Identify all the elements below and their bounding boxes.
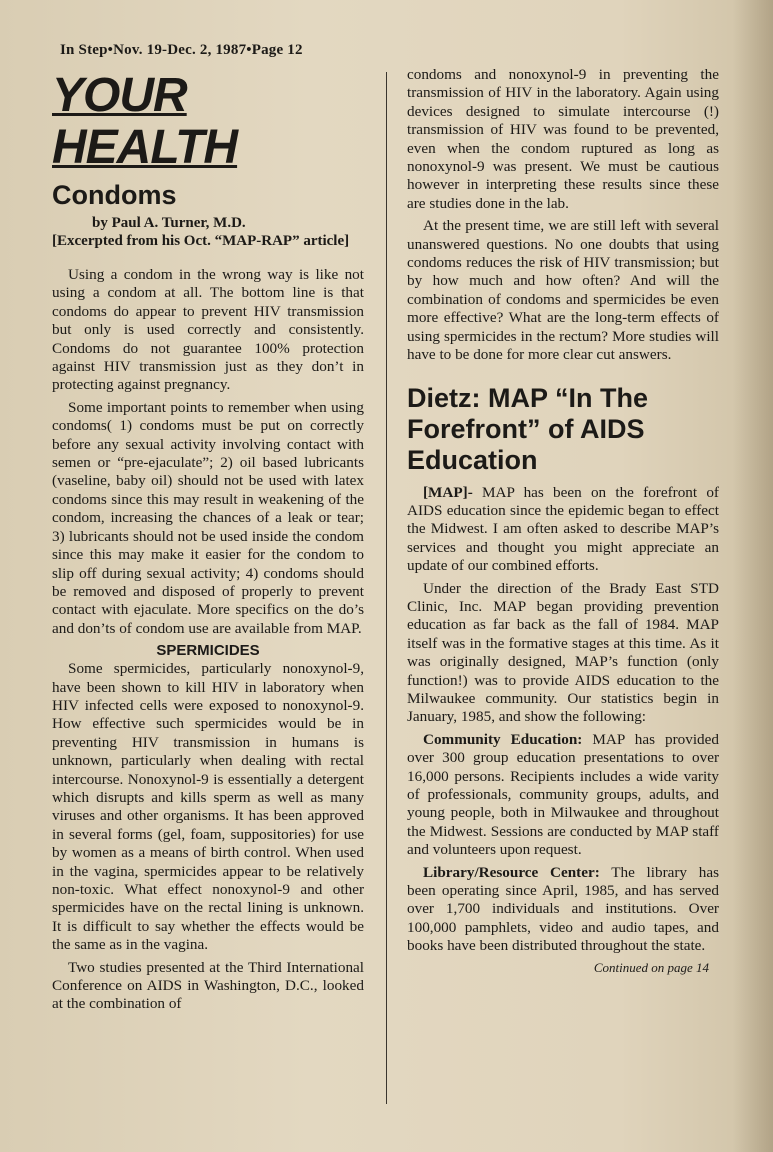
lead-in: [MAP]- xyxy=(423,483,473,501)
paragraph: condoms and nonoxynol-9 in preventing the transmission of HIV in the laboratory. Again using devices designed to simulate intercourse (!) transmission of HIV was found to be prevented, even when the condom ruptured as long as nonoxynol-9 was present. We must be cautious however in interpreting these results since these are studies done in the lab. xyxy=(407,66,719,212)
paragraph xyxy=(407,731,719,860)
excerpt-note: [Excerpted from his Oct. “MAP-RAP” article] xyxy=(52,233,350,249)
paragraph-text: MAP has provided over 300 group education presentations to over 16,000 persons. Recipients includes a wide varity of professionals, community groups, adults, and young people, both in Milwaukee and throughout the Midwest. Sessions are conducted by MAP staff and volunteers upon request. xyxy=(407,730,719,859)
article-title-dietz: Dietz: MAP “In The Forefront” of AIDS Education xyxy=(407,382,649,475)
page-header: In Step•Nov. 19-Dec. 2, 1987•Page 12 xyxy=(60,42,303,58)
paragraph: Two studies presented at the Third International Conference on AIDS in Washington, D.C., looked at the combination of xyxy=(52,958,364,1013)
paragraph: Using a condom in the wrong way is like not using a condom at all. The bottom line is that condoms do appear to prevent HIV transmission but only is used correctly and consistently. Condoms do not guarantee 100% protection against HIV transmission just as they don’t in protecting against pregnancy. xyxy=(52,266,364,394)
article-title-condoms: Condoms xyxy=(52,180,177,210)
column-divider xyxy=(386,72,387,1104)
byline: by Paul A. Turner, M.D. xyxy=(92,215,246,231)
paragraph: Some important points to remember when using condoms( 1) condoms must be put on correctly before any sexual activity involving contact with semen or “pre-ejaculate”; 2) oil based lubricants (vaseline, baby oil) should not be used with latex condoms since this may result in weakening of the condom, increasing the chances of a leak or tear; 3) lubricants should not be used inside the condom since this may make it easier for the condom to slip off during sexual activity; 4) condoms should be removed and disposed of properly to prevent contact with ejaculate. More specifics on the do’s and don’ts of condom use are available from MAP. xyxy=(52,398,364,637)
paragraph-text: The library has been operating since April, 1985, and has served over 1,700 individuals and institutions. Over 100,000 pamphlets, video and audio tapes, and books have been distributed throughout the state. xyxy=(407,863,719,955)
subhead-spermicides: SPERMICIDES xyxy=(156,642,260,660)
left-column xyxy=(52,70,364,1018)
paragraph xyxy=(407,484,719,576)
lead-in: Library/Resource Center: xyxy=(423,863,600,881)
page-edge-shadow xyxy=(733,0,773,1152)
continued-note: Continued on page 14 xyxy=(593,959,709,975)
paragraph: Under the direction of the Brady East STD Clinic, Inc. MAP began providing prevention education as far back as the fall of 1984. MAP itself was in the formative stages at this time. As it was originally designed, MAP’s function (only function!) was to provide AIDS education to the Milwaukee community. Our statistics begin in January, 1985, and show the following: xyxy=(407,579,719,726)
paragraph: Some spermicides, particularly nonoxynol-9, have been shown to kill HIV in laboratory when HIV infected cells were exposed to nonoxynol-9. How effective such spermicides would be in preventing HIV transmission in humans is unknown, particularly when dealing with rectal intercourse. Nonoxynol-9 is essentially a detergent which disrupts and kills sperm as well as many viruses and other organisms. It has been approved in several forms (gel, foam, suppositories) for use by women as a means of birth control. When used in the vagina, spermicides appear to be relatively non-toxic. What effect nonoxynol-9 and other spermicides have on the rectal lining is unknown. It is difficult to say whether the effects would be the same as in the vagina. xyxy=(52,660,364,954)
paragraph xyxy=(407,864,719,956)
lead-in: Community Education: xyxy=(423,730,583,748)
paragraph: At the present time, we are still left with several unanswered questions. No one doubts that using condoms reduces the risk of HIV transmission; but by how much and how often? And will the combination of condoms and spermicides be even more effective? What are the long-term effects of using spermicides in the rectum? More studies will have to be done for more clear cut answers. xyxy=(407,217,719,364)
section-title: YOUR HEALTH xyxy=(52,69,238,174)
paragraph-text: MAP has been on the forefront of AIDS education since the epidemic began to effect the Midwest. I am often asked to describe MAP’s services and thought you might appreciate an update of our combined efforts. xyxy=(407,483,719,575)
right-column xyxy=(407,66,719,976)
